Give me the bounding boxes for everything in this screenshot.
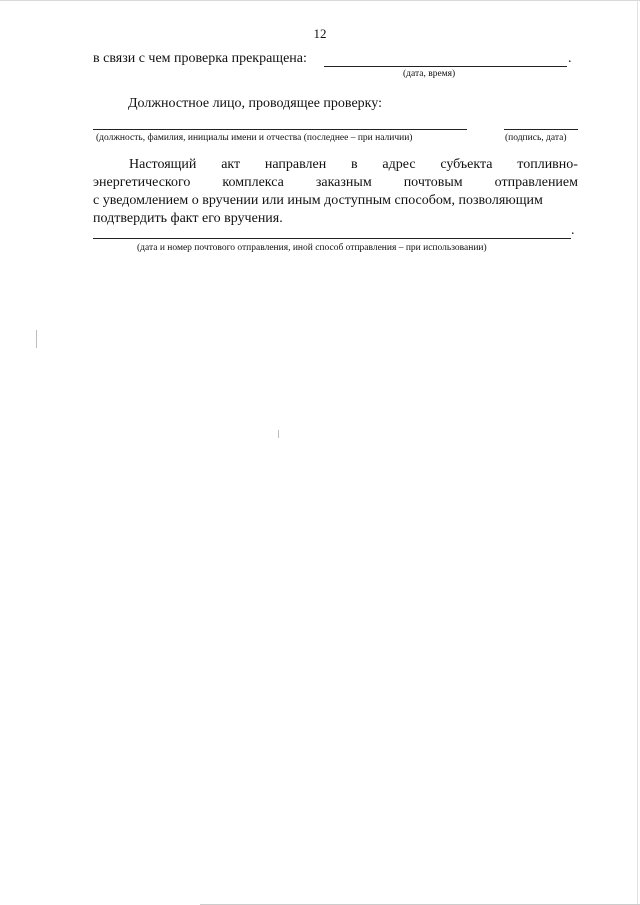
official-name-caption: (должность, фамилия, инициалы имени и отчества (последнее – при наличии)	[96, 133, 413, 143]
paragraph-line-4: подтвердить факт его вручения.	[93, 211, 283, 226]
paragraph-word: заказным	[315, 175, 372, 190]
mailing-caption: (дата и номер почтового отправления, иной способ отправления – при использовании)	[137, 243, 487, 253]
paragraph-word: энергетического	[93, 175, 191, 190]
signature-caption: (подпись, дата)	[505, 133, 567, 143]
mailing-end-period: .	[571, 223, 575, 238]
paragraph-line-2	[93, 174, 578, 191]
page-right-edge	[637, 0, 638, 905]
paragraph-word: топливно-	[517, 157, 578, 172]
scan-artifact	[278, 430, 279, 438]
page-top-edge	[0, 0, 640, 1]
official-name-line	[93, 129, 467, 130]
paragraph-word: почтовым	[403, 175, 463, 190]
paragraph-word: субъекта	[440, 157, 493, 172]
paragraph-word: акт	[221, 157, 241, 172]
stopped-datetime-line	[324, 66, 567, 67]
stopped-end-period: .	[568, 51, 572, 66]
paragraph-line-1	[93, 156, 578, 173]
paragraph-word: направлен	[264, 157, 327, 172]
official-signature-line	[504, 129, 578, 130]
datetime-caption: (дата, время)	[403, 69, 456, 79]
paragraph-word: Настоящий	[129, 157, 197, 172]
paragraph-word: в	[351, 157, 358, 172]
paragraph-word: адрес	[382, 157, 416, 172]
page-number: 12	[313, 26, 327, 41]
paragraph-word: комплекса	[222, 175, 284, 190]
mailing-details-line	[93, 238, 571, 239]
scan-artifact	[36, 330, 37, 348]
paragraph-line-3: с уведомлением о вручении или иным доступным способом, позволяющим	[93, 193, 543, 208]
official-heading: Должностное лицо, проводящее проверку:	[128, 96, 382, 111]
paragraph-word: отправлением	[494, 175, 578, 190]
inspection-stopped-label: в связи с чем проверка прекращена:	[93, 51, 307, 66]
